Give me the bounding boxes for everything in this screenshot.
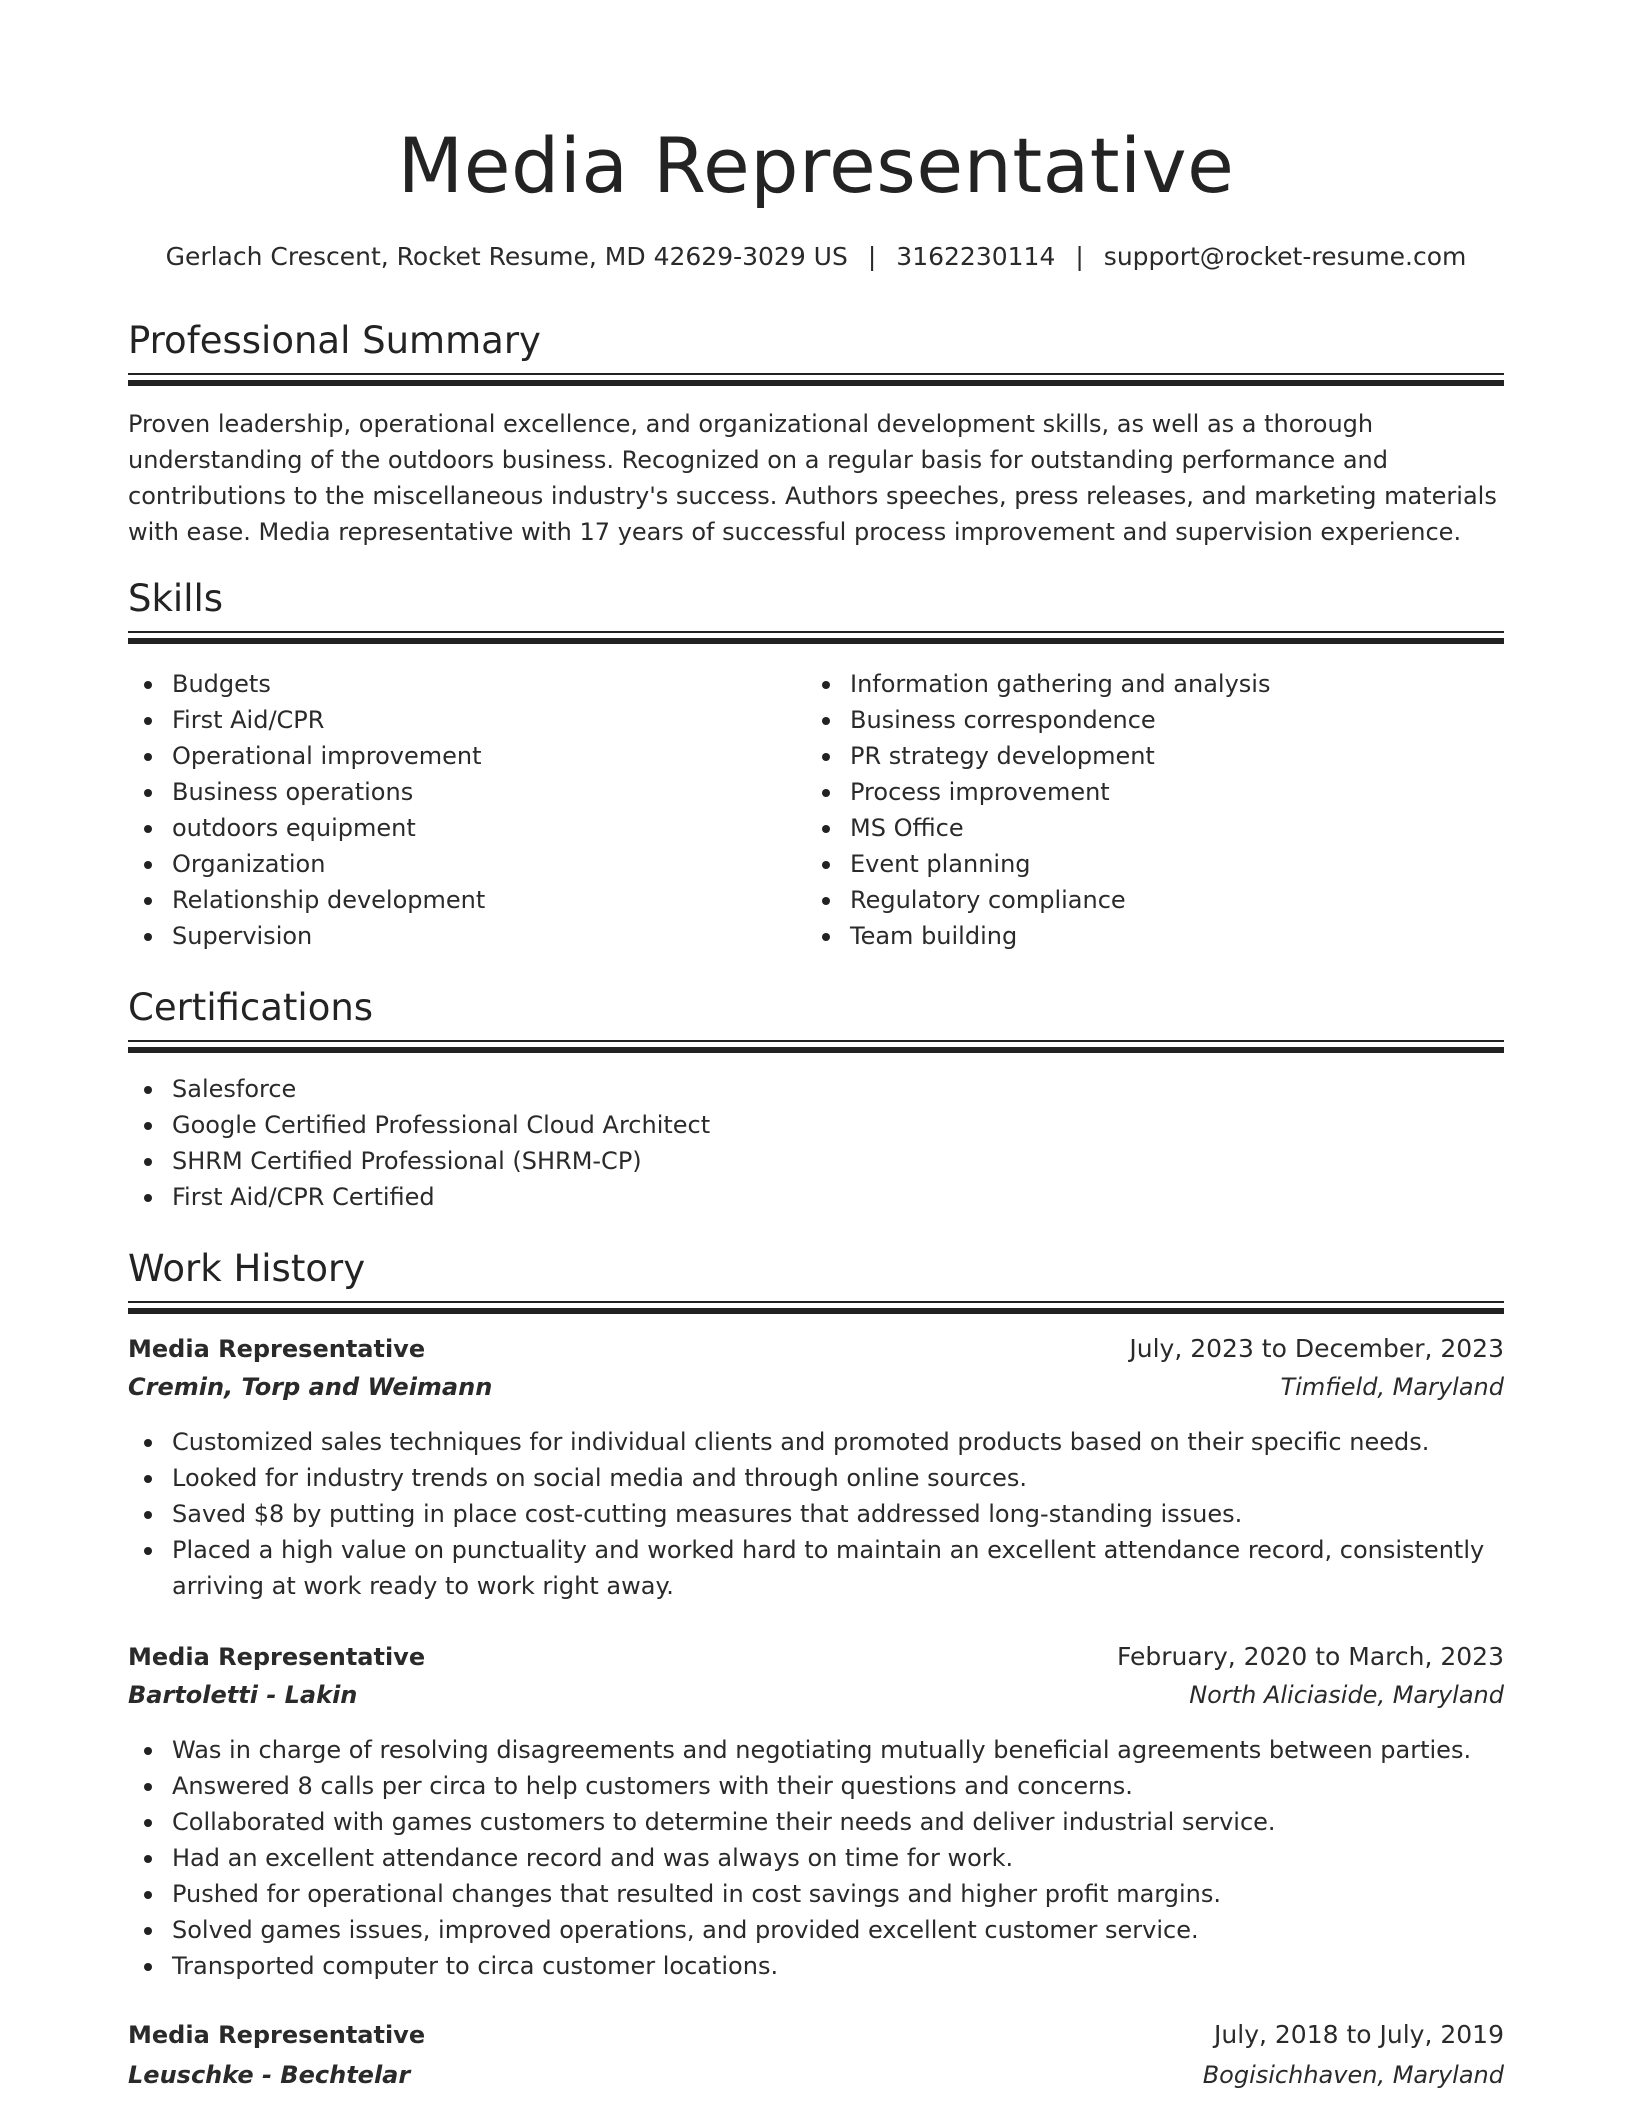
section-divider <box>128 1301 1504 1315</box>
skills-list-right <box>806 666 1504 954</box>
list-item: First Aid/CPR Certified <box>128 1179 1504 1215</box>
job-company: Cremin, Torp and Weimann <box>128 1373 493 1401</box>
list-item: Google Certified Professional Cloud Architect <box>128 1107 1504 1143</box>
list-item: Transported computer to circa customer locations. <box>128 1948 1504 1984</box>
list-item: Information gathering and analysis <box>806 666 1504 702</box>
job-dates: July, 2023 to December, 2023 <box>1129 1334 1504 1363</box>
contact-separator: | <box>867 242 877 271</box>
list-item: Relationship development <box>128 882 798 918</box>
job-dates: February, 2020 to March, 2023 <box>1116 1642 1504 1671</box>
job-bullets <box>128 1732 1504 1984</box>
contact-phone: 3162230114 <box>896 242 1056 271</box>
skills-list-left <box>128 666 798 954</box>
list-item: Solved games issues, improved operations, and provided excellent customer service. <box>128 1912 1504 1948</box>
list-item: Placed a high value on punctuality and worked hard to maintain an excellent attendance record, consistently arriving at work ready to work right away. <box>128 1532 1504 1604</box>
section-divider <box>128 631 1504 645</box>
list-item: Business correspondence <box>806 702 1504 738</box>
list-item: Operational improvement <box>128 738 798 774</box>
job-location: Timfield, Maryland <box>1280 1373 1504 1401</box>
list-item: Answered 8 calls per circa to help customers with their questions and concerns. <box>128 1768 1504 1804</box>
list-item: Team building <box>806 918 1504 954</box>
job-company: Leuschke - Bechtelar <box>128 2061 411 2089</box>
section-divider <box>128 1040 1504 1054</box>
list-item: Had an excellent attendance record and was always on time for work. <box>128 1840 1504 1876</box>
list-item: SHRM Certified Professional (SHRM-CP) <box>128 1143 1504 1179</box>
contact-line <box>128 237 1504 277</box>
resume-name: Media Representative <box>397 121 1235 210</box>
contact-address: Gerlach Crescent, Rocket Resume, MD 42629-3029 US <box>165 242 848 271</box>
certifications-list <box>128 1071 1504 1215</box>
list-item: Pushed for operational changes that resulted in cost savings and higher profit margins. <box>128 1876 1504 1912</box>
section-title-work-history: Work History <box>128 1247 366 1290</box>
summary-text: Proven leadership, operational excellence, and organizational development skills, as well as a thorough understanding of the outdoors business. Recognized on a regular basis for outstanding performance and contributions to the miscellaneous industry's success. Authors speeches, press releases, and marketing materials with ease. Media representative with 17 years of successful process improvement and supervision experience. <box>128 410 1497 546</box>
list-item: Organization <box>128 846 798 882</box>
list-item: Saved $8 by putting in place cost-cutting measures that addressed long-standing issues. <box>128 1496 1504 1532</box>
job-bullets <box>128 1424 1504 1604</box>
list-item: Was in charge of resolving disagreements and negotiating mutually beneficial agreements between parties. <box>128 1732 1504 1768</box>
list-item: Looked for industry trends on social media and through online sources. <box>128 1460 1504 1496</box>
job-location: North Aliciaside, Maryland <box>1189 1681 1504 1709</box>
job-title: Media Representative <box>128 1643 426 1671</box>
list-item: Budgets <box>128 666 798 702</box>
list-item: Salesforce <box>128 1071 1504 1107</box>
job-location: Bogisichhaven, Maryland <box>1202 2061 1504 2089</box>
list-item: Regulatory compliance <box>806 882 1504 918</box>
section-divider <box>128 373 1504 387</box>
list-item: outdoors equipment <box>128 810 798 846</box>
section-title-skills: Skills <box>128 577 224 620</box>
list-item: MS Office <box>806 810 1504 846</box>
list-item: First Aid/CPR <box>128 702 798 738</box>
list-item: Process improvement <box>806 774 1504 810</box>
job-title: Media Representative <box>128 2021 426 2049</box>
job-dates: July, 2018 to July, 2019 <box>1214 2020 1504 2049</box>
list-item: Event planning <box>806 846 1504 882</box>
list-item: Customized sales techniques for individual clients and promoted products based on their specific needs. <box>128 1424 1504 1460</box>
list-item: Business operations <box>128 774 798 810</box>
job-company: Bartoletti - Lakin <box>128 1681 358 1709</box>
contact-email: support@rocket-resume.com <box>1103 242 1467 271</box>
list-item: PR strategy development <box>806 738 1504 774</box>
list-item: Collaborated with games customers to determine their needs and deliver industrial service. <box>128 1804 1504 1840</box>
section-title-certifications: Certifications <box>128 986 374 1029</box>
contact-separator: | <box>1075 242 1084 271</box>
list-item: Supervision <box>128 918 798 954</box>
job-title: Media Representative <box>128 1335 426 1363</box>
section-title-summary: Professional Summary <box>128 319 541 362</box>
